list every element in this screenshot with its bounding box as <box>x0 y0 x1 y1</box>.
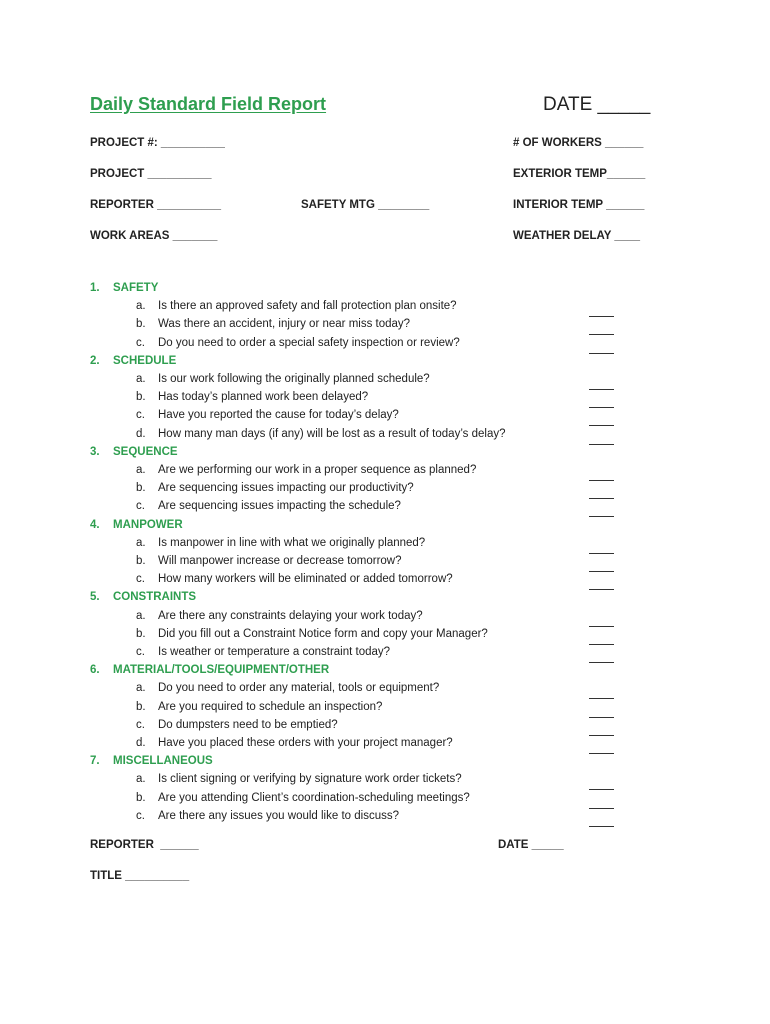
question-text: Has today’s planned work been delayed? <box>158 391 369 404</box>
section-title: SCHEDULE <box>113 354 177 367</box>
question-letter: c. <box>136 718 145 731</box>
question-text: Did you fill out a Constraint Notice form and copy your Manager? <box>158 627 488 640</box>
question-row <box>136 737 453 749</box>
question-text: Is there an approved safety and fall protection plan onsite? <box>158 300 457 313</box>
reporter-field: REPORTER __________ <box>90 199 222 211</box>
question-row <box>136 555 402 567</box>
question-letter: a. <box>136 536 146 549</box>
question-letter: a. <box>136 464 146 476</box>
report-title: Daily Standard Field Report <box>90 94 327 114</box>
answer-blank-line[interactable] <box>589 497 614 499</box>
question-letter: d. <box>136 427 146 440</box>
question-text: Is weather or temperature a constraint today? <box>158 646 391 658</box>
question-row <box>136 337 460 349</box>
question-text: Are we performing our work in a proper sequence as planned? <box>158 464 477 476</box>
question-letter: b. <box>136 700 146 713</box>
question-row <box>136 373 430 385</box>
section-heading <box>90 664 329 676</box>
question-text: How many workers will be eliminated or added tomorrow? <box>158 573 453 586</box>
answer-blank-line[interactable] <box>589 479 614 481</box>
section-heading <box>90 591 196 603</box>
answer-blank-line[interactable] <box>589 515 614 517</box>
question-row <box>136 628 488 640</box>
section-heading <box>90 519 183 531</box>
question-row <box>136 610 423 622</box>
answer-blank-line[interactable] <box>589 552 614 554</box>
question-text: Do you need to order a special safety inspection or review? <box>158 336 460 349</box>
section-title: CONSTRAINTS <box>113 591 197 604</box>
question-letter: c. <box>136 646 145 658</box>
answer-blank-line[interactable] <box>589 388 614 390</box>
question-text: Will manpower increase or decrease tomorrow? <box>158 555 402 567</box>
answer-blank-line[interactable] <box>589 643 614 645</box>
question-text: Is client signing or verifying by signature work order tickets? <box>158 773 462 786</box>
question-text: How many man days (if any) will be lost as a result of today’s delay? <box>158 427 506 440</box>
question-letter: b. <box>136 318 146 331</box>
answer-blank-line[interactable] <box>589 661 614 663</box>
section-title: MISCELLANEOUS <box>113 755 213 768</box>
question-letter: c. <box>136 336 145 349</box>
question-text: Is our work following the originally planned schedule? <box>158 373 430 385</box>
question-row <box>136 646 390 658</box>
date-heading: DATE _____ <box>543 94 651 115</box>
section-number: 3. <box>90 445 100 458</box>
section-number: 6. <box>90 664 100 677</box>
answer-blank-line[interactable] <box>589 443 614 445</box>
question-letter: a. <box>136 773 146 786</box>
question-letter: a. <box>136 373 146 385</box>
section-heading <box>90 755 213 767</box>
question-letter: a. <box>136 682 146 695</box>
answer-blank-line[interactable] <box>589 352 614 354</box>
section-heading <box>90 446 178 458</box>
question-text: Are you attending Client’s coordination-scheduling meetings? <box>158 791 470 804</box>
question-row <box>136 573 453 585</box>
weather-delay-field: WEATHER DELAY ____ <box>513 230 640 242</box>
exterior-temp-field: EXTERIOR TEMP______ <box>513 168 646 180</box>
question-letter: a. <box>136 300 146 313</box>
section-heading <box>90 355 176 367</box>
answer-blank-line[interactable] <box>589 716 614 718</box>
question-text: Have you placed these orders with your project manager? <box>158 737 453 749</box>
section-number: 2. <box>90 354 100 367</box>
question-letter: b. <box>136 555 146 567</box>
section-title: MANPOWER <box>113 518 183 531</box>
question-letter: b. <box>136 482 146 495</box>
section-title: SAFETY <box>113 282 159 294</box>
question-row <box>136 773 462 785</box>
question-row <box>136 428 506 440</box>
answer-blank-line[interactable] <box>589 588 614 590</box>
question-text: Are sequencing issues impacting our productivity? <box>158 482 414 495</box>
question-row <box>136 318 410 330</box>
answer-blank-line[interactable] <box>589 697 614 699</box>
workers-field: # OF WORKERS ______ <box>513 137 644 149</box>
answer-blank-line[interactable] <box>589 625 614 627</box>
question-text: Are sequencing issues impacting the schedule? <box>158 500 401 513</box>
question-row <box>136 482 414 494</box>
section-title: SEQUENCE <box>113 445 178 458</box>
safety-mtg-field: SAFETY MTG ________ <box>301 199 430 211</box>
question-text: Are there any constraints delaying your work today? <box>158 609 423 622</box>
footer-date-field: DATE _____ <box>498 839 564 851</box>
question-row <box>136 792 470 804</box>
question-row <box>136 464 476 476</box>
question-text: Do dumpsters need to be emptied? <box>158 718 338 731</box>
answer-blank-line[interactable] <box>589 333 614 335</box>
question-letter: b. <box>136 791 146 804</box>
answer-blank-line[interactable] <box>589 807 614 809</box>
answer-blank-line[interactable] <box>589 406 614 408</box>
section-number: 5. <box>90 591 100 604</box>
footer-reporter-field: REPORTER ______ <box>90 839 199 851</box>
section-title: MATERIAL/TOOLS/EQUIPMENT/OTHER <box>113 664 330 677</box>
question-text: Was there an accident, injury or near miss today? <box>158 318 411 331</box>
question-row <box>136 409 399 421</box>
question-row <box>136 537 425 549</box>
question-row <box>136 391 368 403</box>
question-letter: b. <box>136 391 146 404</box>
question-row <box>136 500 401 512</box>
question-row <box>136 300 457 312</box>
question-letter: a. <box>136 609 146 622</box>
answer-blank-line[interactable] <box>589 315 614 317</box>
footer-title-field: TITLE __________ <box>90 870 190 882</box>
section-number: 7. <box>90 755 100 768</box>
question-letter: d. <box>136 737 146 749</box>
question-row <box>136 719 338 731</box>
answer-blank-line[interactable] <box>589 788 614 790</box>
section-number: 4. <box>90 518 100 531</box>
question-letter: c. <box>136 809 145 822</box>
question-text: Do you need to order any material, tools or equipment? <box>158 682 440 695</box>
question-letter: c. <box>136 409 145 422</box>
question-text: Are you required to schedule an inspection? <box>158 700 383 713</box>
question-letter: c. <box>136 573 145 586</box>
question-row <box>136 701 382 713</box>
project-field: PROJECT __________ <box>90 168 212 180</box>
question-row <box>136 810 399 822</box>
question-row <box>136 682 439 694</box>
question-letter: b. <box>136 627 146 640</box>
question-text: Are there any issues you would like to discuss? <box>158 809 399 822</box>
question-letter: c. <box>136 500 145 513</box>
answer-blank-line[interactable] <box>589 424 614 426</box>
question-text: Is manpower in line with what we originally planned? <box>158 536 426 549</box>
interior-temp-field: INTERIOR TEMP ______ <box>513 199 645 211</box>
answer-blank-line[interactable] <box>589 570 614 572</box>
section-heading <box>90 282 158 294</box>
question-text: Have you reported the cause for today’s delay? <box>158 409 399 422</box>
work-areas-field: WORK AREAS _______ <box>90 230 218 242</box>
answer-blank-line[interactable] <box>589 825 614 827</box>
answer-blank-line[interactable] <box>589 752 614 754</box>
answer-blank-line[interactable] <box>589 734 614 736</box>
section-number: 1. <box>90 282 100 294</box>
project-number-field: PROJECT #: __________ <box>90 137 225 149</box>
